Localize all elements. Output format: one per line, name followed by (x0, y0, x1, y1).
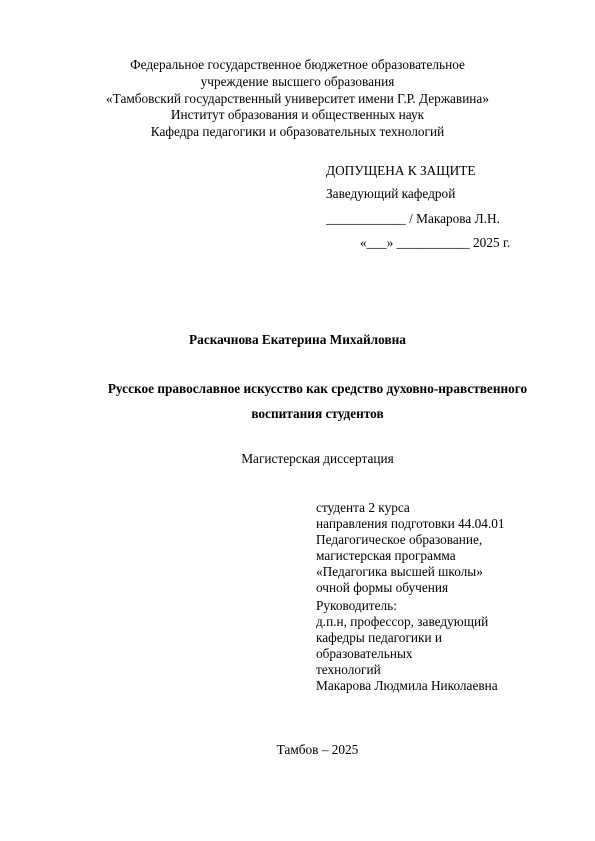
thesis-title-line: Русское православное искусство как средство духовно-нравственного (107, 381, 528, 396)
head-title: Заведующий кафедрой (326, 186, 456, 201)
thesis-title-line: воспитания студентов (251, 406, 384, 421)
supervisor-name: Макарова Людмила Николаевна (316, 677, 498, 693)
student-info-line: студента 2 курса (316, 500, 410, 515)
supervisor-line: технологий (316, 661, 381, 677)
supervisor-info (316, 598, 498, 693)
student-info-line: магистерская программа (316, 547, 456, 563)
work-type: Магистерская диссертация (241, 451, 394, 466)
student-info-line: направления подготовки 44.04.01 (316, 515, 505, 531)
student-info-line: очной формы обучения (316, 579, 449, 595)
header-line: Федеральное государственное бюджетное образовательное (130, 57, 465, 72)
supervisor-line: образовательных (316, 645, 413, 661)
thesis-title (0, 376, 595, 426)
student-info-line: «Педагогика высшей школы» (316, 563, 483, 579)
supervisor-line: д.п.н, профессор, заведующий (316, 613, 489, 629)
supervisor-label: Руководитель: (316, 598, 397, 613)
student-info-line: Педагогическое образование, (316, 531, 483, 547)
approval-date: «___» ___________ 2025 г. (360, 235, 511, 250)
institution-header (0, 57, 595, 141)
header-line: Институт образования и общественных наук (170, 107, 425, 123)
student-info (316, 500, 505, 595)
supervisor-line: кафедры педагогики и (316, 629, 443, 645)
author-name: Раскачнова Екатерина Михайловна (189, 332, 406, 347)
header-line: «Тамбовский государственный университет имени Г.Р. Державина» (106, 90, 489, 106)
header-line: Кафедра педагогики и образовательных технологий (150, 124, 445, 140)
city-year: Тамбов – 2025 (276, 742, 359, 757)
signature-line: ____________ / Макарова Л.Н. (326, 211, 500, 226)
admitted-label: ДОПУЩЕНА К ЗАЩИТЕ (326, 163, 476, 178)
header-line: учреждение высшего образования (200, 73, 395, 89)
